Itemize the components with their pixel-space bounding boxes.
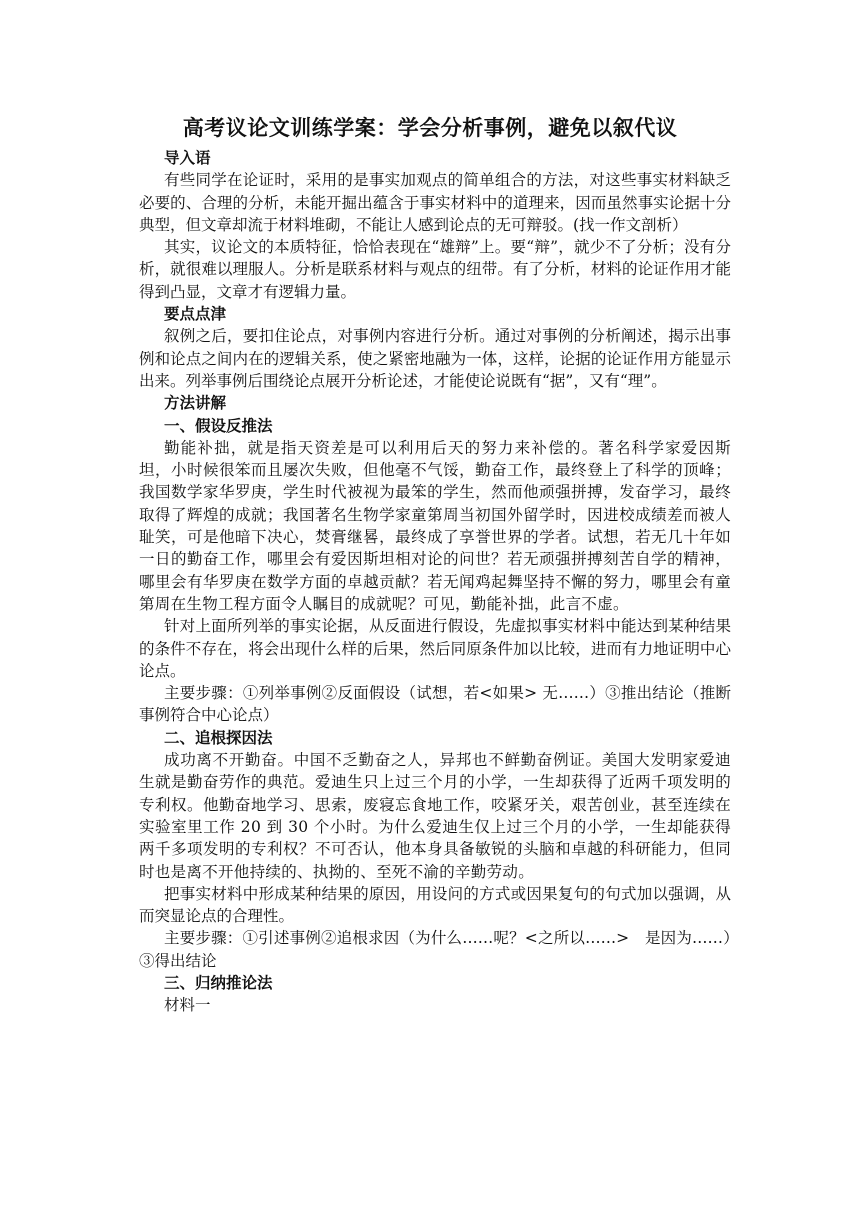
method-1-example: 勤能补拙，就是指天资差是可以利用后天的努力来补偿的。著名科学家爱因斯坦，小时候很笨而且屡次失败，但他毫不气馁，勤奋工作，最终登上了科学的顶峰；我国数学家华罗庚，学生时代被视为最笨的学生，然而他顽强拼搏，发奋学习，最终取得了辉煌的成就；我国著名生物学家童第周当初国外留学时，因进校成绩差而被人耻笑，可是他暗下决心，焚膏继晷，最终成了享誉世界的学者。试想，若无几十年如一日的勤奋工作，哪里会有爱因斯坦相对论的问世？若无顽强拼搏刻苦自学的精神，哪里会有华罗庚在数学方面的卓越贡献？若无闻鸡起舞坚持不懈的努力，哪里会有童第周在生物工程方面令人瞩目的成就呢？可见，勤能补拙，此言不虚。 (139, 438, 731, 613)
paragraph-key-points: 叙例之后，要扣住论点，对事例内容进行分析。通过对事例的分析阐述，揭示出事例和论点之间内在的逻辑关系，使之紧密地融为一体，这样，论据的论证作用方能显示出来。列举事例后围绕论点展开分析论述，才能使论说既有“据”，又有“理”。 (139, 327, 731, 390)
document-body (139, 147, 731, 1017)
document-title: 高考议论文训练学案：学会分析事例，避免以叙代议 (182, 116, 678, 140)
section-heading-key-points: 要点点津 (164, 305, 227, 324)
method-2-explanation: 把事实材料中形成某种结果的原因，用设问的方式或因果复句的句式加以强调，从而突显论点的合理性。 (139, 884, 731, 926)
method-2-steps: 主要步骤：①引述事例②追根求因（为什么……呢？<之所以……> 是因为……）③得出结论 (139, 929, 731, 970)
method-1-heading: 一、假设反推法 (164, 416, 273, 435)
method-2-heading: 二、追根探因法 (164, 728, 273, 747)
method-2-example: 成功离不开勤奋。中国不乏勤奋之人，异邦也不鲜勤奋例证。美国大发明家爱迪生就是勤奋劳作的典范。爱迪生只上过三个月的小学，一生却获得了近两千项发明的专利权。他勤奋地学习、思索，废寝忘食地工作，咬紧牙关，艰苦创业，甚至连续在实验室里工作 20 到 30 个小时。为什么爱迪生仅上过三个月的小学，一生却能获得两千多项发明的专利权？不可否认，他本身具备敏锐的头脑和卓越的科研能力，但同时也是离不开他持续的、执拗的、至死不渝的辛勤劳动。 (139, 751, 731, 881)
section-heading-methods: 方法讲解 (164, 394, 227, 413)
paragraph-intro-2: 其实，议论文的本质特征，恰恰表现在“雄辩”上。要“辩”，就少不了分析；没有分析，就很难以理服人。分析是联系材料与观点的纽带。有了分析，材料的论证作用才能得到凸显，文章才有逻辑力量。 (139, 238, 731, 301)
method-3-heading: 三、归纳推论法 (164, 973, 273, 992)
section-heading-intro: 导入语 (164, 149, 211, 167)
paragraph-intro-1: 有些同学在论证时，采用的是事实加观点的简单组合的方法，对这些事实材料缺乏必要的、合理的分析，未能开掘出蕴含于事实材料中的道理来，因而虽然事实论据十分典型，但文章却流于材料堆砌，不能让人感到论点的无可辩驳。(找一作文剖析） (139, 171, 731, 234)
method-1-explanation: 针对上面所列举的事实论据，从反面进行假设，先虚拟事实材料中能达到某种结果的条件不存在，将会出现什么样的后果，然后同原条件加以比较，进而有力地证明中心论点。 (139, 617, 731, 680)
method-1-steps: 主要步骤：①列举事例②反面假设（试想，若<如果> 无……）③推出结论（推断事例符合中心论点） (139, 684, 731, 725)
method-3-material-label: 材料一 (164, 996, 211, 1015)
